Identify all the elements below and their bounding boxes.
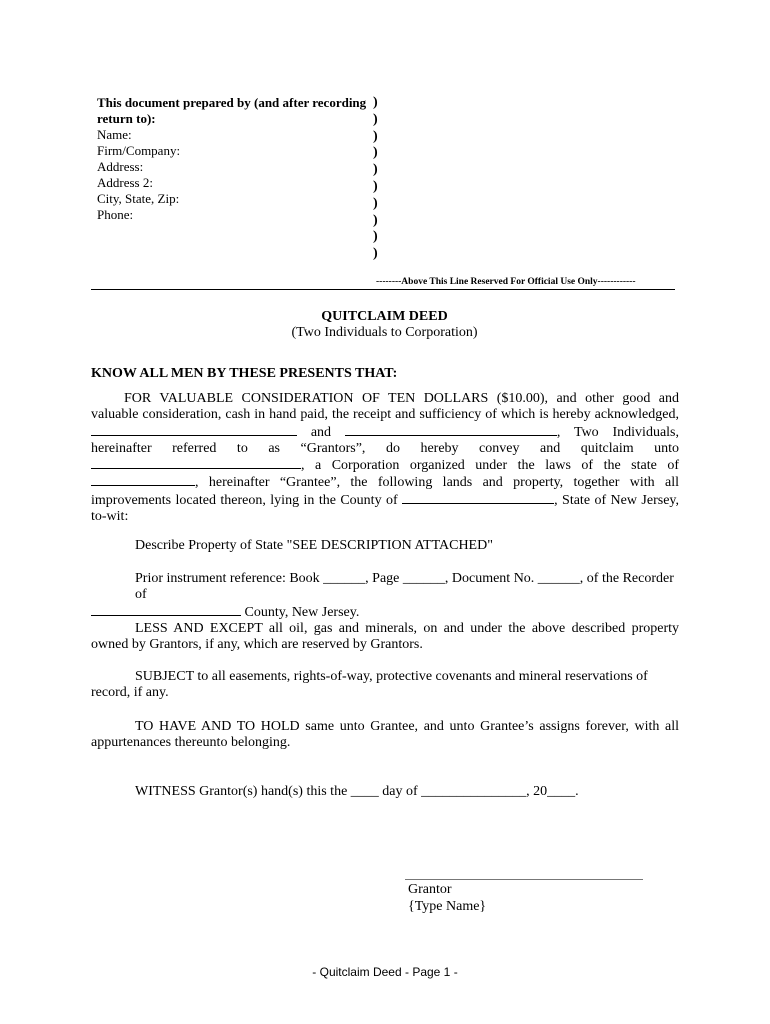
and-word: and <box>310 424 332 440</box>
consideration-line-3 <box>91 424 679 441</box>
habendum-paragraph: TO HAVE AND TO HOLD same unto Grantee, and unto Grantee’s assigns forever, with all appurtenances thereunto belonging. <box>91 719 679 751</box>
consideration-line-6 <box>91 474 679 491</box>
prior-instrument-line-2 <box>91 604 679 621</box>
prepared-by-heading-line1: This document prepared by (and after recording <box>97 95 367 110</box>
consideration-line-1: FOR VALUABLE CONSIDERATION OF TEN DOLLARS ($10.00), and other good and <box>124 391 679 406</box>
state-of-nj-text: , State of New Jersey, <box>554 492 679 508</box>
consideration-line-8: to-wit: <box>91 509 129 525</box>
footer-prefix: - Quitclaim Deed - <box>312 965 413 979</box>
recorder-county-blank[interactable] <box>91 604 241 616</box>
consideration-line-2: valuable consideration, cash in hand paid, the receipt and sufficiency of which is hereby acknowledged, <box>91 407 679 423</box>
grantor2-blank[interactable] <box>345 424 557 436</box>
page-footer <box>0 965 770 979</box>
subject-to-paragraph: SUBJECT to all easements, rights-of-way, protective covenants and mineral reservations of record, if any. <box>91 669 648 701</box>
two-individuals-text: , Two Individuals, <box>556 424 680 440</box>
reserved-divider <box>91 289 675 290</box>
county-lead-text: improvements located thereon, lying in the County of <box>91 492 398 508</box>
footer-page-number: Page 1 <box>412 965 451 979</box>
county-nj-text: County, New Jersey. <box>244 604 360 620</box>
consideration-line-7 <box>91 492 679 509</box>
reserved-notice: --------Above This Line Reserved For Official Use Only------------ <box>376 277 636 287</box>
address2-field-label: Address 2: <box>97 175 153 190</box>
footer-suffix: - <box>450 965 458 979</box>
describe-property: Describe Property of State "SEE DESCRIPTION ATTACHED" <box>135 538 493 553</box>
consideration-paragraph <box>91 391 679 525</box>
county-blank[interactable] <box>402 492 554 504</box>
address-field-label: Address: <box>97 159 144 174</box>
prior-instrument-line-1: Prior instrument reference: Book ______, Page ______, Document No. ______, of the Recorder of <box>135 571 674 603</box>
know-all-heading: KNOW ALL MEN BY THESE PRESENTS THAT: <box>91 366 398 381</box>
name-field-label: Name: <box>97 127 132 142</box>
document-title: QUITCLAIM DEED <box>321 309 448 324</box>
consideration-line-5 <box>91 457 679 474</box>
consideration-line-4: hereinafter referred to as “Grantors”, do hereby convey and quitclaim unto <box>91 440 679 456</box>
grantee-name-blank[interactable] <box>91 457 301 469</box>
corporation-text: , a Corporation organized under the laws of the state of <box>301 458 679 474</box>
document-subtitle: (Two Individuals to Corporation) <box>291 325 478 340</box>
grantor1-blank[interactable] <box>91 424 297 436</box>
phone-field-label: Phone: <box>97 207 134 222</box>
grantor-type-name: {Type Name} <box>408 899 487 914</box>
grantor-label: Grantor <box>408 882 452 897</box>
prior-instrument-paragraph <box>91 571 679 621</box>
grantee-text: , hereinafter “Grantee”, the following lands and property, together with all <box>195 475 679 491</box>
firm-field-label: Firm/Company: <box>97 143 181 158</box>
city-state-zip-field-label: City, State, Zip: <box>97 191 180 206</box>
less-and-except-paragraph: LESS AND EXCEPT all oil, gas and minerals, on and under the above described property owned by Grantors, if any, which are reserved by Grantors. <box>91 621 679 653</box>
grantor-signature-block <box>408 881 486 915</box>
state-blank[interactable] <box>91 474 195 486</box>
grantor-signature-line[interactable] <box>405 879 643 880</box>
bracket-column: ) ) ) ) ) ) ) ) ) ) <box>373 95 378 262</box>
prepared-by-block <box>97 95 372 223</box>
prepared-by-heading-line2: return to): <box>97 111 156 126</box>
witness-clause: WITNESS Grantor(s) hand(s) this the ____ day of _______________, 20____. <box>135 784 579 799</box>
